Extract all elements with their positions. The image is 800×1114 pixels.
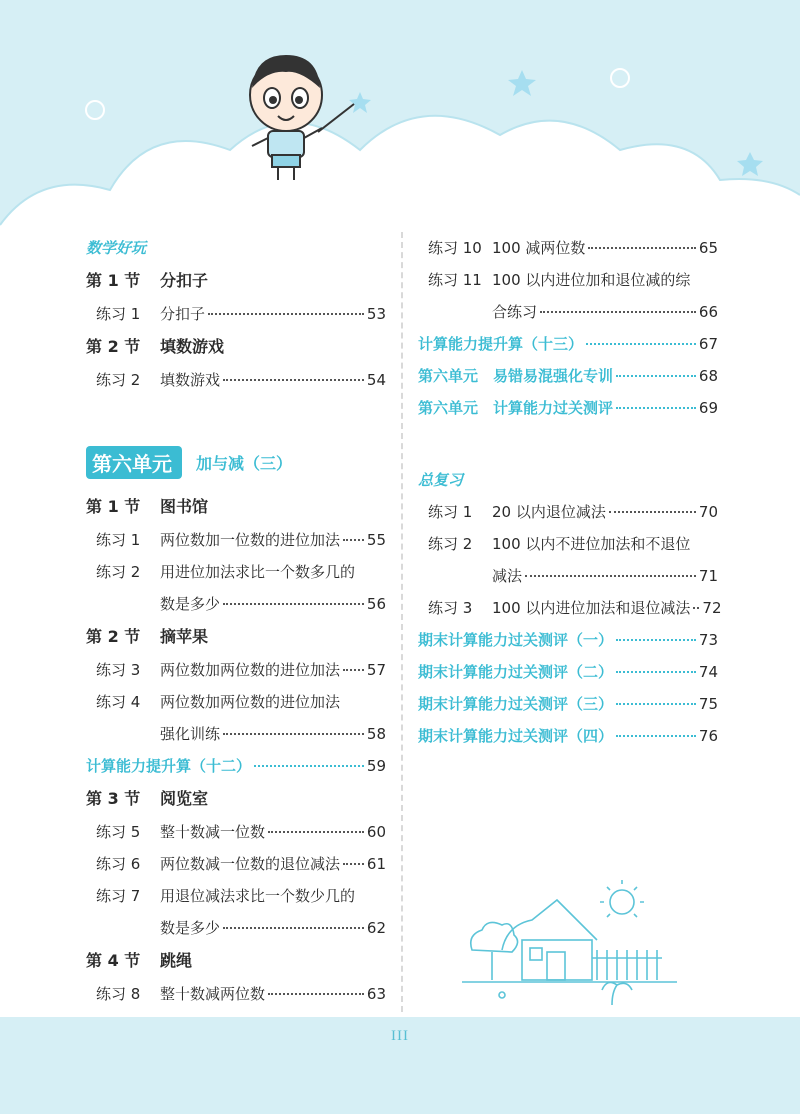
unit-label: 第六单元 [86, 446, 182, 479]
toc-entry[interactable]: 练习 1 两位数加一位数的进位加法 55 [96, 531, 386, 549]
toc-entry-final-test[interactable]: 期末计算能力过关测评（一） 73 [418, 631, 718, 649]
toc-entry-continued[interactable]: 数是多少 56 [160, 595, 386, 613]
toc-entry[interactable]: 练习 2 100 以内不进位加法和不退位 [428, 535, 691, 553]
toc-entry[interactable]: 练习 1 分扣子 53 [96, 305, 386, 323]
toc-entry-continued[interactable]: 合练习 66 [492, 303, 718, 321]
toc-entry-final-test[interactable]: 期末计算能力过关测评（四） 76 [418, 727, 718, 745]
toc-entry[interactable]: 练习 5 整十数减一位数 60 [96, 823, 386, 841]
toc-entry-final-test[interactable]: 期末计算能力过关测评（二） 74 [418, 663, 718, 681]
toc-entry-continued[interactable]: 减法 71 [492, 567, 718, 585]
toc-section-heading[interactable]: 第 2 节 填数游戏 [86, 337, 225, 356]
unit-heading[interactable] [86, 434, 386, 490]
toc-entry-unit-test[interactable]: 第六单元 计算能力过关测评 69 [418, 399, 718, 417]
toc-entry[interactable]: 练习 3 两位数加两位数的进位加法 57 [96, 661, 386, 679]
toc-section-heading[interactable]: 第 2 节 摘苹果 [86, 627, 209, 646]
unit-title: 加与减（三） [196, 453, 293, 473]
toc-section-heading[interactable]: 第 4 节 跳绳 [86, 951, 193, 970]
toc-entry[interactable]: 练习 3 100 以内进位加法和退位减法 72 [428, 599, 722, 617]
page-number: III [391, 1028, 409, 1044]
toc-section-heading[interactable]: 第 1 节 分扣子 [86, 271, 209, 290]
house-illustration [462, 880, 682, 1010]
toc-entry[interactable]: 练习 4 两位数加两位数的进位加法 [96, 693, 341, 711]
section-fun-math: 数学好玩 [86, 239, 147, 257]
toc-entry-error-training[interactable]: 第六单元 易错易混强化专训 68 [418, 367, 718, 385]
toc-entry-continued[interactable]: 强化训练 58 [160, 725, 386, 743]
toc-entry[interactable]: 练习 11 100 以内进位加和退位减的综 [428, 271, 691, 289]
toc-entry[interactable]: 练习 8 整十数减两位数 63 [96, 985, 386, 1003]
toc-entry-calc-practice[interactable]: 计算能力提升算（十二） 59 [86, 757, 386, 775]
section-review: 总复习 [418, 471, 464, 489]
toc-left-column [86, 232, 386, 1042]
toc-entry[interactable]: 练习 10 100 减两位数 65 [428, 239, 718, 257]
cloud-header [0, 0, 800, 260]
toc-entry-calc-practice[interactable]: 计算能力提升算（十三） 67 [418, 335, 718, 353]
toc-right-column [418, 232, 722, 752]
toc-entry[interactable]: 练习 6 两位数减一位数的退位减法 61 [96, 855, 386, 873]
toc-entry-final-test[interactable]: 期末计算能力过关测评（三） 75 [418, 695, 718, 713]
toc-entry[interactable]: 练习 2 用进位加法求比一个数多几的 [96, 563, 356, 581]
toc-section-heading[interactable]: 第 3 节 阅览室 [86, 789, 209, 808]
column-divider [401, 232, 403, 1012]
toc-section-heading[interactable]: 第 1 节 图书馆 [86, 497, 209, 516]
toc-entry[interactable]: 练习 2 填数游戏 54 [96, 371, 386, 389]
toc-entry[interactable]: 练习 1 20 以内退位减法 70 [428, 503, 718, 521]
toc-entry[interactable]: 练习 7 用退位减法求比一个数少几的 [96, 887, 356, 905]
toc-entry-continued[interactable]: 数是多少 62 [160, 919, 386, 937]
